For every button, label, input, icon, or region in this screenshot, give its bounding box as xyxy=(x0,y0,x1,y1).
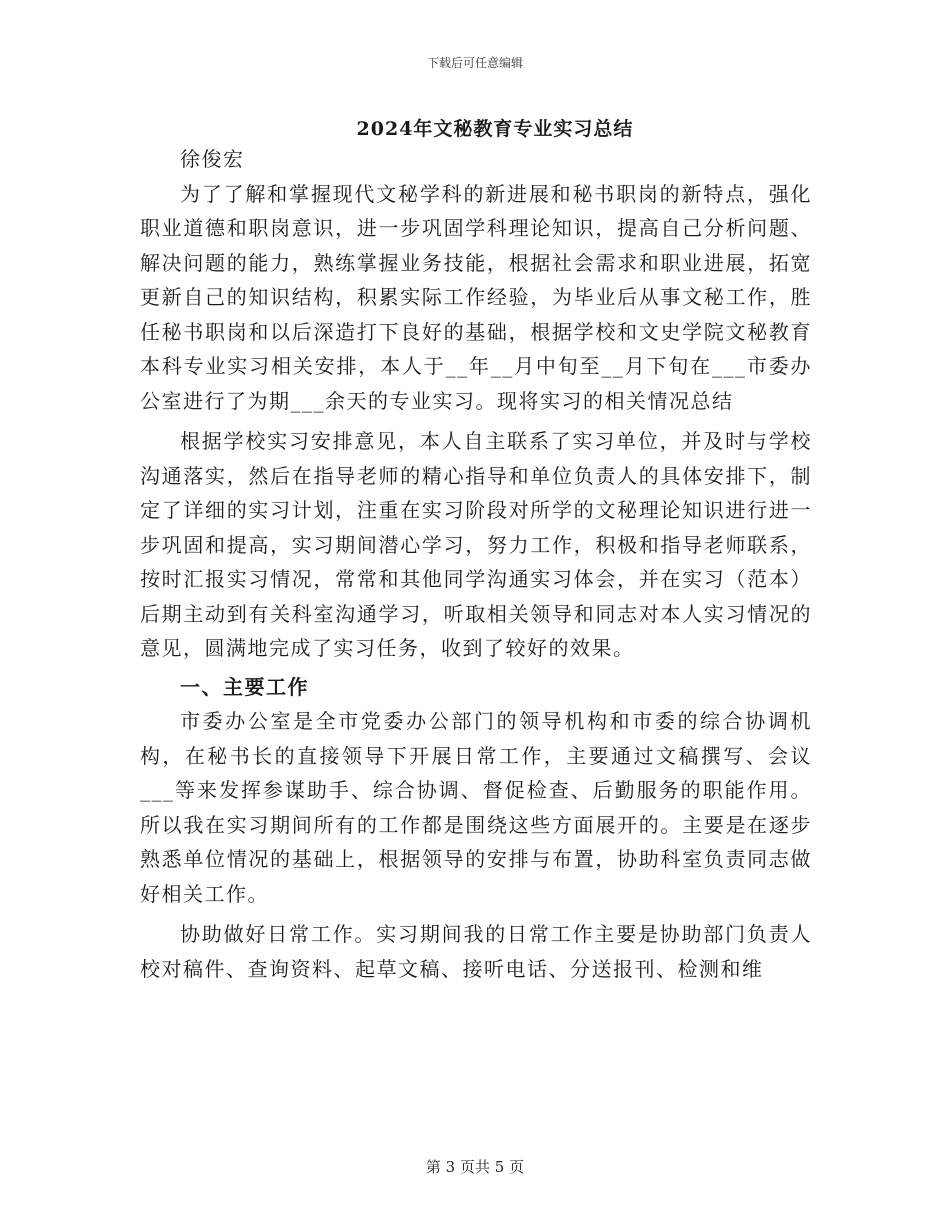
paragraph-daily-work: 协助做好日常工作。实习期间我的日常工作主要是协助部门负责人校对稿件、查询资料、起草文稿、接听电话、分送报刊、检测和维 xyxy=(140,922,812,981)
paragraph-intro: 为了了解和掌握现代文秘学科的新进展和秘书职岗的新特点，强化职业道德和职岗意识，进一步巩固学科理论知识，提高自己分析问题、解决问题的能力，熟练掌握业务技能，根据社会需求和职业进展，拓宽更新自己的知识结构，积累实际工作经验，为毕业后从事文秘工作，胜任秘书职岗和以后深造打下良好的基础，根据学校和文史学院文秘教育本科专业实习相关安排，本人于__年__月中旬至__月下旬在___市委办公室进行了为期___余天的专业实习。现将实习的相关情况总结 xyxy=(140,181,812,413)
paragraph-arrangement: 根据学校实习安排意见，本人自主联系了实习单位，并及时与学校沟通落实，然后在指导老师的精心指导和单位负责人的具体安排下，制定了详细的实习计划，注重在实习阶段对所学的文秘理论知识进行进一步巩固和提高，实习期间潜心学习，努力工作，积极和指导老师联系，按时汇报实习情况，常常和其他同学沟通实习体会，并在实习（范本）后期主动到有关科室沟通学习，听取相关领导和同志对本人实习情况的意见，圆满地完成了实习任务，收到了较好的效果。 xyxy=(140,429,812,660)
document-body xyxy=(140,142,812,986)
page-number: 第 3 页共 5 页 xyxy=(425,1158,525,1176)
section-heading-main-work: 一、主要工作 xyxy=(180,674,309,699)
paragraph-office-role: 市委办公室是全市党委办公部门的领导机构和市委的综合协调机构，在秘书长的直接领导下开展日常工作，主要通过文稿撰写、会议___等来发挥参谋助手、综合协调、督促检查、后勤服务的职能作用。所以我在实习期间所有的工作都是围绕这些方面展开的。主要是在逐步熟悉单位情况的基础上，根据领导的安排与布置，协助科室负责同志做好相关工作。 xyxy=(140,709,812,906)
header-note: 下载后可任意编辑 xyxy=(426,56,523,70)
document-title: 2024年文秘教育专业实习总结 xyxy=(356,118,634,140)
author-line: 徐俊宏 xyxy=(180,147,245,171)
